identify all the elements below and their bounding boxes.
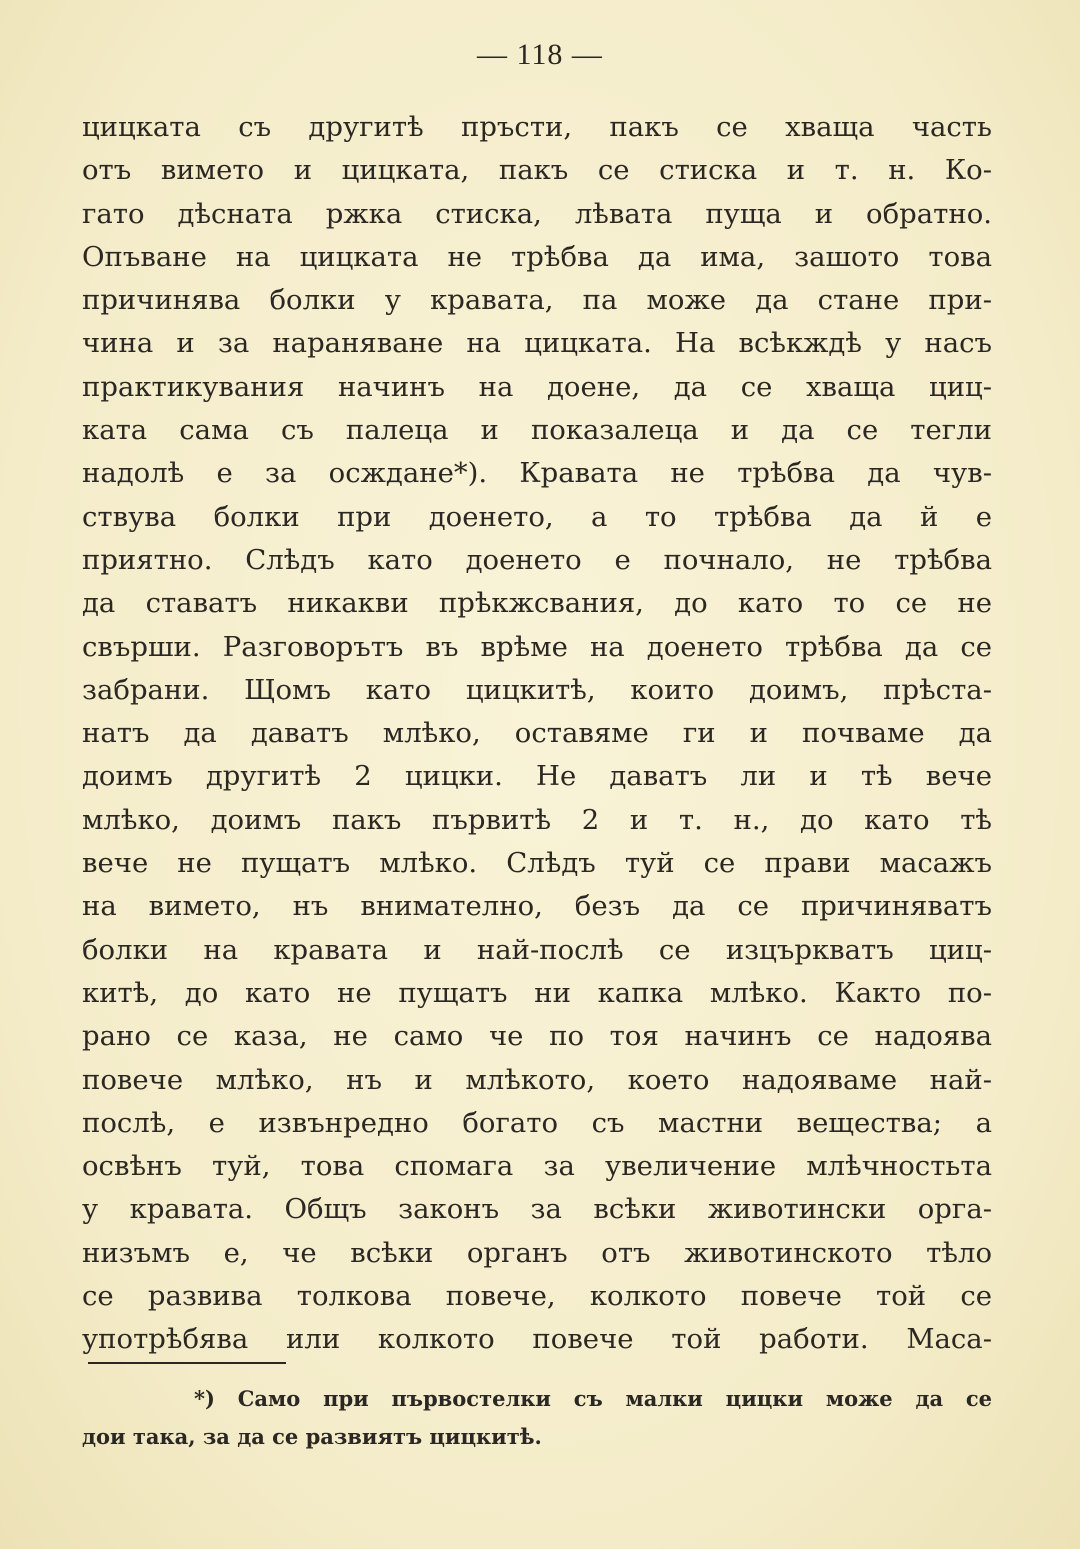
text-line: чина и за нараняване на цицката. На всѣкждѣ у насъ — [82, 327, 992, 360]
body-text — [82, 106, 992, 1362]
text-line: цицката съ другитѣ пръсти, пакъ се хваща часть — [82, 111, 992, 143]
text-line: болки на кравата и най-послѣ се изцъркватъ циц- — [82, 933, 992, 966]
text-line: гато дѣсната ржка стиска, лѣвата пуща и обратно. — [82, 197, 992, 230]
text-line: послѣ, е извънредно богато съ мастни вещества; а — [82, 1106, 992, 1139]
text-line: на вимето, нъ внимателно, безъ да се причиняватъ — [82, 890, 992, 923]
text-line: натъ да даватъ млѣко, оставяме ги и почваме да — [82, 717, 992, 750]
text-line: вече не пущатъ млѣко. Слѣдъ туй се прави масажъ — [82, 847, 992, 880]
text-line: рано се каза, не само че по тоя начинъ се надоява — [82, 1020, 992, 1053]
text-line: приятно. Слѣдъ като доенето е почнало, не трѣбва — [82, 543, 992, 576]
text-line: забрани. Щомъ като цицкитѣ, които доимъ, прѣста- — [82, 673, 992, 706]
text-line: причинява болки у кравата, па може да стане при- — [82, 284, 992, 317]
page-number: — 118 — — [477, 38, 603, 71]
footnote-line: дои така, за да се развиятъ цицкитѣ. — [82, 1424, 542, 1449]
text-line: млѣко, доимъ пакъ първитѣ 2 и т. н., до като тѣ — [82, 803, 992, 836]
text-line: повече млѣко, нъ и млѣкото, което надояваме най- — [82, 1063, 992, 1096]
text-line: китѣ, до като не пущатъ ни капка млѣко. Както по- — [82, 976, 992, 1009]
footnote-line: *) Само при първостелки съ малки цицки може да се — [194, 1386, 992, 1411]
text-line: низъмъ е, че всѣки органъ отъ животинското тѣло — [82, 1236, 992, 1269]
footnote — [82, 1380, 992, 1456]
text-line: надолѣ е за осждане*). Кравата не трѣбва да чув- — [82, 457, 992, 490]
text-line: се развива толкова повече, колкото повече той се — [82, 1280, 992, 1313]
text-line: у кравата. Общъ законъ за всѣки животински орга- — [82, 1193, 992, 1226]
text-line: ствува болки при доенето, а то трѣбва да й е — [82, 500, 992, 533]
footnote-divider — [88, 1362, 286, 1364]
text-line: свърши. Разговорътъ въ врѣме на доенето трѣбва да се — [82, 630, 992, 663]
text-line: ката сама съ палеца и показалеца и да се тегли — [82, 414, 992, 447]
text-line: освѣнъ туй, това спомага за увеличение млѣчностьта — [82, 1150, 992, 1183]
text-line: отъ вимето и цицката, пакъ се стиска и т. н. Ко- — [82, 154, 992, 187]
text-line: да ставатъ никакви прѣкжсвания, до като то се не — [82, 587, 992, 620]
text-line: доимъ другитѣ 2 цицки. Не даватъ ли и тѣ вече — [82, 760, 992, 793]
text-line: Опъване на цицката не трѣбва да има, зашото това — [82, 240, 992, 273]
text-line: употрѣбява или колкото повече той работи. Маса- — [82, 1323, 992, 1356]
text-line: практикувания начинъ на доене, да се хваща циц- — [82, 370, 992, 403]
